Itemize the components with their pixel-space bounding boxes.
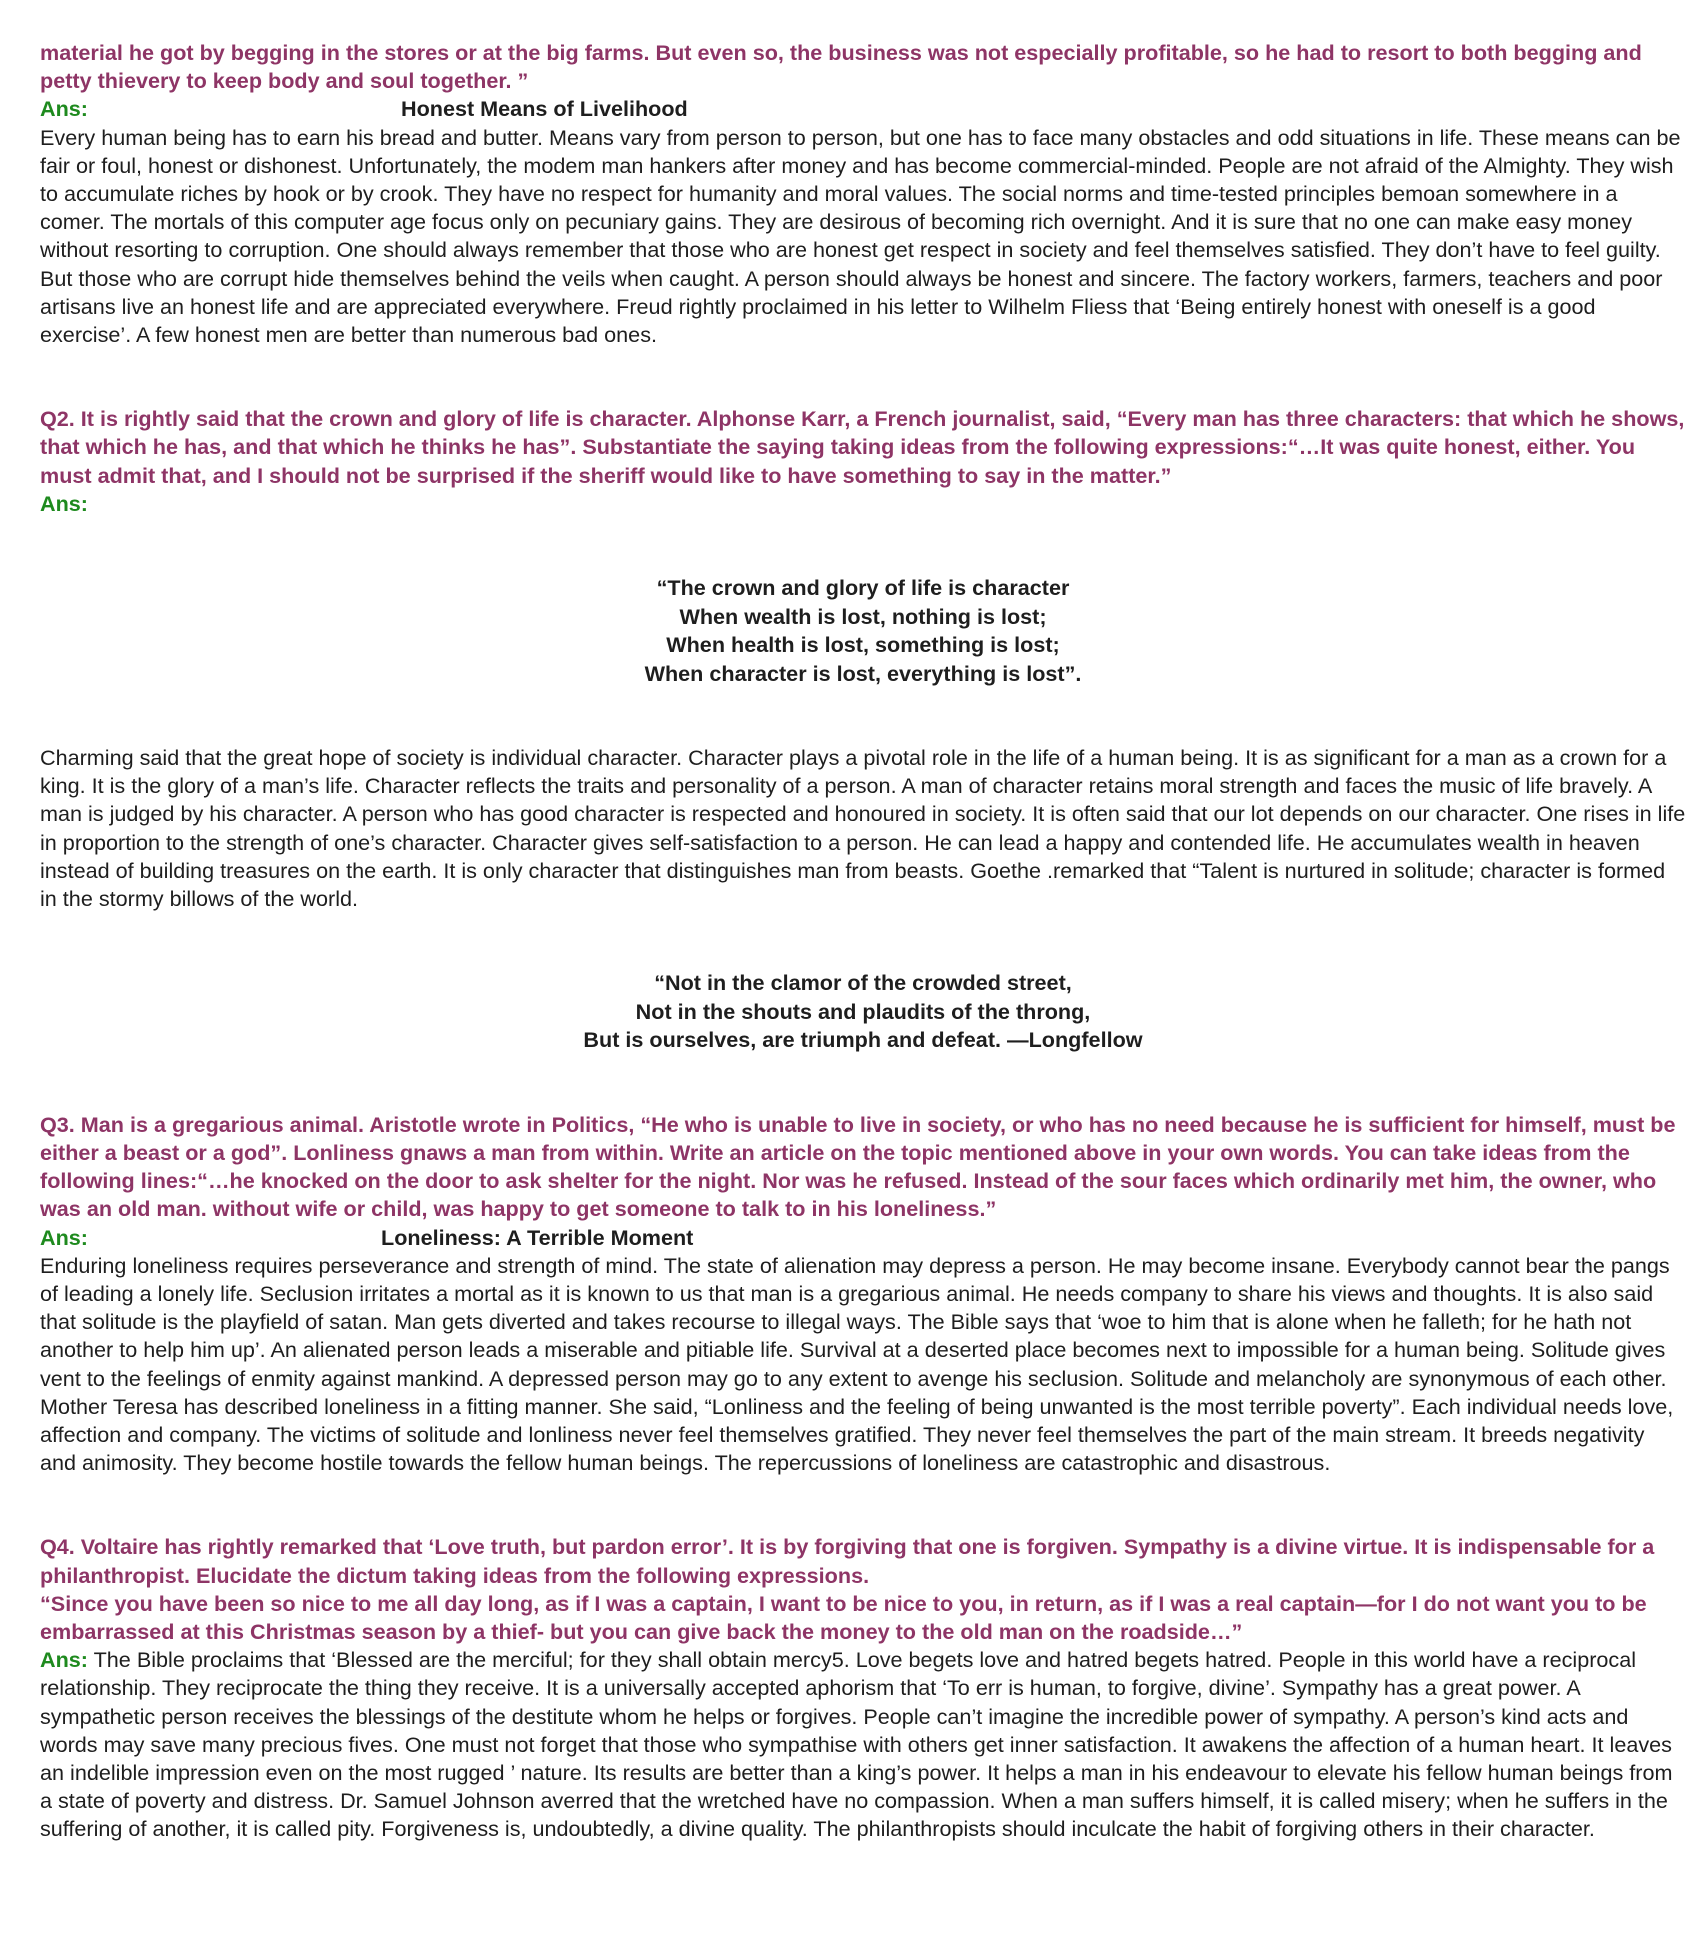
q3-section — [40, 1111, 1686, 1478]
q4-quote: “Since you have been so nice to me all day long, as if I was a captain, I want to be nice to you, in return, as if I was a real captain—for I do not want you to be embarrassed at this Christmas season by a thief- but you can give back the money to the old man on the roadside…” — [40, 1590, 1647, 1645]
q1-title: Honest Means of Livelihood — [401, 96, 688, 122]
q4-answer — [40, 1646, 1686, 1843]
q2-question: Q2. It is rightly said that the crown and glory of life is character. Alphonse Karr, a French journalist, said, “Every man has three characters: that which he shows, that which he has, and that which he thinks he has”. Substantiate the saying taking ideas from the following expressions:“…It was quite honest, either. You must admit that, and I should not be surprised if the sheriff would like to have something to say in the matter.” — [40, 406, 1685, 488]
q1-question-tail: material he got by begging in the stores or at the big farms. But even so, the business was not especially profitable, so he had to resort to both begging and petty thievery to keep body and soul together. ” — [40, 40, 1642, 94]
q3-ans-label: Ans: — [40, 1224, 88, 1250]
q1-ans-label: Ans: — [40, 96, 88, 122]
q1-section — [40, 39, 1686, 349]
q3-question: Q3. Man is a gregarious animal. Aristotle wrote in Politics, “He who is unable to live in society, or who has no need because he is sufficient for himself, must be either a beast or a god”. Lonliness gnaws a man from within. Write an article on the topic mentioned above in your own words. You can take ideas from the following lines:“…he knocked on the door to ask shelter for the night. Nor was he refused. Instead of the sour faces which ordinarily met him, the owner, who was an old man. without wife or child, was happy to get someone to talk to in his loneliness.” — [40, 1111, 1676, 1222]
poem-line: When wealth is lost, nothing is lost; — [679, 603, 1047, 629]
q3-body: Enduring loneliness requires perseverance and strength of mind. The state of alienation may depress a person. He may become insane. Everybody cannot bear the pangs of leading a lonely life. Seclusion irritates a mortal as it is known to us that man is a gregarious animal. He needs company to share his views and thoughts. It is also said that solitude is the playfield of satan. Man gets diverted and takes recourse to illegal ways. The Bible says that ‘woe to him that is alone when he falleth; for he hath not another to help him up’. An alienated person leads a miserable and pitiable life. Survival at a deserted place becomes next to impossible for a human being. Solitude gives vent to the feelings of enmity against mankind. A depressed person may go to any extent to avenge his seclusion. Solitude and melancholy are synonymous of each other. Mother Teresa has described loneliness in a fitting manner. She said, “Lonliness and the feeling of being unwanted is the most terrible poverty”. Each individual needs love, affection and company. The victims of solitude and lonliness never feel themselves gratified. They never feel themselves the part of the main stream. It breeds negativity and animosity. They become hostile towards the fellow human beings. The repercussions of loneliness are catastrophic and disastrous. — [40, 1252, 1674, 1476]
q3-title: Loneliness: A Terrible Moment — [381, 1224, 694, 1250]
q2-ans-label: Ans: — [40, 490, 88, 516]
q1-body: Every human being has to earn his bread and butter. Means vary from person to person, but one has to face many obstacles and odd situations in life. These means can be fair or foul, honest or dishonest. Unfortunately, the modem man hankers after money and has become commercial-minded. People are not afraid of the Almighty. They wish to accumulate riches by hook or by crook. They have no respect for humanity and moral values. The social norms and time-tested principles bemoan somewhere in a comer. The mortals of this computer age focus only on pecuniary gains. They are desirous of becoming rich overnight. And it is sure that no one can make easy money without resorting to corruption. One should always remember that those who are honest get respect in society and feel themselves satisfied. They don’t have to feel guilty. But those who are corrupt hide themselves behind the veils when caught. A person should always be honest and sincere. The factory workers, farmers, teachers and poor artisans live an honest life and are appreciated everywhere. Freud rightly proclaimed in his letter to Wilhelm Fliess that ‘Being entirely honest with oneself is a good exercise’. A few honest men are better than numerous bad ones. — [40, 124, 1681, 348]
poem-line: When health is lost, something is lost; — [666, 632, 1060, 658]
q4-section — [40, 1533, 1686, 1843]
poem-line: “The crown and glory of life is character — [656, 575, 1070, 601]
q3-answer-header — [40, 1224, 1686, 1252]
q4-body: The Bible proclaims that ‘Blessed are the merciful; for they shall obtain mercy5. Love begets love and hatred begets hatred. People in this world have a reciprocal relationship. They reciprocate the thing they receive. It is a universally accepted aphorism that ‘To err is human, to forgive, divine’. Sympathy has a great power. A sympathetic person receives the blessings of the destitute whom he helps or forgives. People can’t imagine the incredible power of sympathy. A person’s kind acts and words may save many precious fives. One must not forget that those who sympathise with others get inner satisfaction. It awakens the affection of a human heart. It leaves an indelible impression even on the most rugged ’ nature. Its results are better than a king’s power. It helps a man in his endeavour to elevate his fellow human beings from a state of poverty and distress. Dr. Samuel Johnson averred that the wretched have no compassion. When a man suffers himself, it is called misery; when he suffers in the suffering of another, it is called pity. Forgiveness is, undoubtedly, a divine quality. The philanthropists should inculcate the habit of forgiving others in their character. — [40, 1647, 1673, 1842]
poem-line: Not in the shouts and plaudits of the throng, — [635, 998, 1091, 1024]
q2-body: Charming said that the great hope of society is individual character. Character plays a pivotal role in the life of a human being. It is as significant for a man as a crown for a king. It is the glory of a man’s life. Character reflects the traits and personality of a person. A man of character retains moral strength and faces the music of life bravely. A man is judged by his character. A person who has good character is respected and honoured in society. It is often said that our lot depends on our character. One rises in life in proportion to the strength of one’s character. Character gives self-satisfaction to a person. He can lead a happy and contended life. He accumulates wealth in heaven instead of building treasures on the earth. It is only character that distinguishes man from beasts. Goethe .remarked that “Talent is nurtured in solitude; character is formed in the stormy billows of the world. — [40, 745, 1686, 912]
poem-line: “Not in the clamor of the crowded street, — [654, 970, 1072, 996]
poem-line: When character is lost, everything is lost”. — [644, 660, 1082, 686]
q4-ans-label: Ans: — [40, 1647, 88, 1673]
poem-line: But is ourselves, are triumph and defeat. —Longfellow — [583, 1027, 1143, 1053]
spacer — [40, 349, 1686, 405]
q2-poem-1 — [40, 574, 1686, 688]
q4-question: Q4. Voltaire has rightly remarked that ‘Love truth, but pardon error’. It is by forgiving that one is forgiven. Sympathy is a divine virtue. It is indispensable for a philanthropist. Elucidate the dictum taking ideas from the following expressions. — [40, 1534, 1655, 1588]
q2-section — [40, 405, 1686, 1055]
q1-answer-header — [40, 95, 1686, 123]
q2-poem-2 — [40, 969, 1686, 1055]
